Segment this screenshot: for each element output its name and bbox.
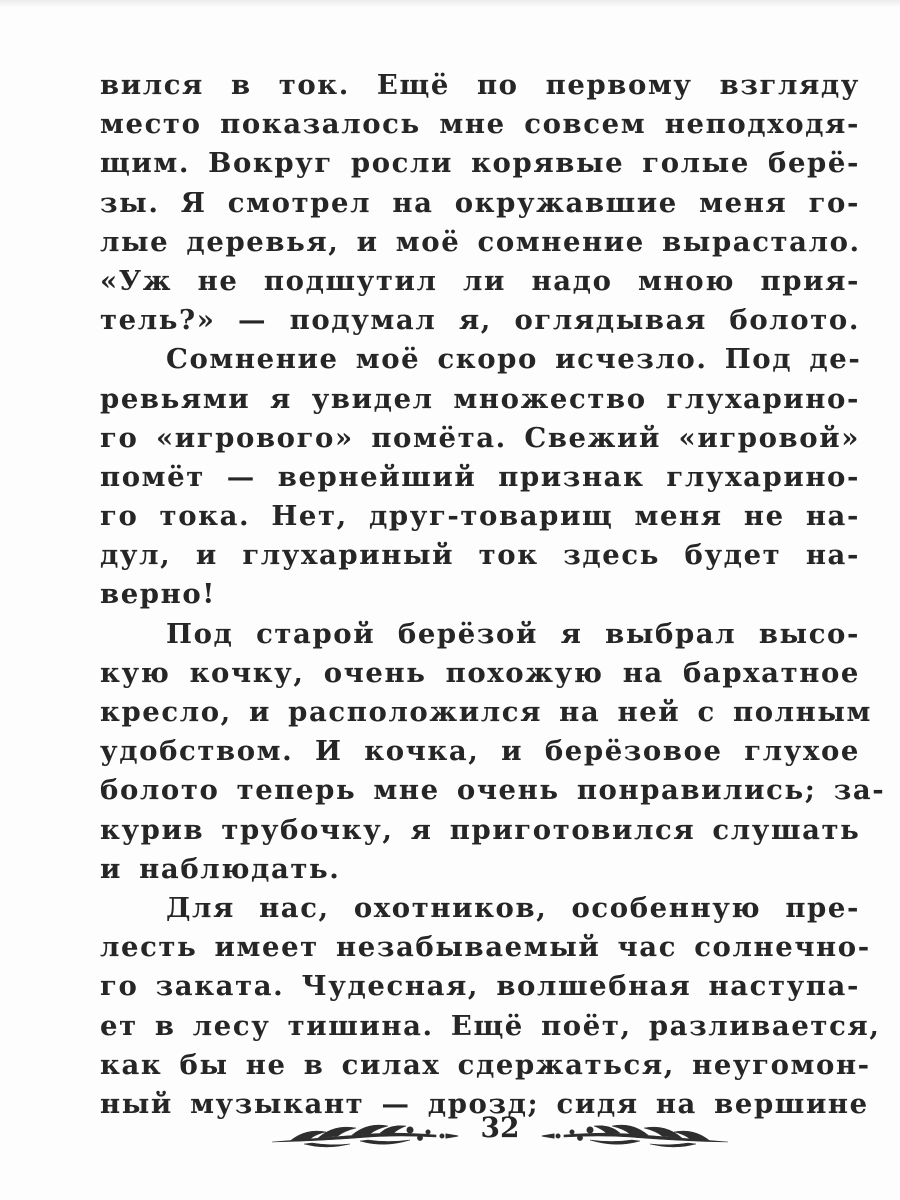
text-line: дул, и глухариный ток здесь будет на- (100, 539, 860, 572)
paragraph-2 (100, 340, 860, 614)
text-line: го «игрового» помёта. Свежий «игровой» (100, 421, 860, 454)
text-line: лые деревья, и моё сомнение вырастало. (100, 225, 861, 258)
text-line: зы. Я смотрел на окружавшие меня го- (100, 186, 860, 219)
text-line: Сомнение моё скоро исчезло. Под де- (166, 343, 862, 376)
text-line: и наблюдать. (100, 852, 341, 885)
paragraph-1 (100, 66, 860, 340)
text-line: лесть имеет незабываемый час солнечно- (100, 931, 871, 964)
text-line: помёт — вернейший признак глухарино- (100, 460, 860, 493)
paragraph-4 (100, 889, 881, 1124)
text-line: удобством. И кочка, и берёзовое глухое (100, 735, 860, 768)
body-text (100, 66, 886, 1124)
text-line: ревьями я увидел множество глухарино- (100, 382, 860, 415)
text-line: «Уж не подшутил ли надо мною прия- (100, 264, 860, 297)
text-line: щим. Вокруг росли корявые голые берё- (100, 147, 860, 180)
text-line: вился в ток. Ещё по первому взгляду (100, 69, 860, 101)
text-line: Для нас, охотников, особенную пре- (166, 891, 860, 924)
text-line: как бы не в силах сдержаться, неугомон- (100, 1048, 871, 1081)
paragraph-3 (100, 615, 886, 889)
text-line: ет в лесу тишина. Ещё поёт, разливается, (100, 1009, 881, 1042)
text-line: кресло, и расположился на ней с полным (100, 696, 873, 728)
text-line: кую кочку, очень похожую на бархатное (100, 656, 860, 689)
text-line: место показалось мне совсем неподходя- (100, 108, 860, 141)
page-top-edge (0, 0, 900, 8)
text-line: Под старой берёзой я выбрал высо- (166, 617, 860, 650)
text-line: верно! (100, 578, 216, 611)
page-footer (260, 1108, 740, 1156)
text-line: курив трубочку, я приготовился слушать (100, 813, 861, 846)
text-line: ный музыкант — дрозд; сидя на вершине (100, 1087, 869, 1120)
text-line: го заката. Чудесная, волшебная наступа- (100, 970, 860, 1003)
text-line: го тока. Нет, друг-товарищ меня не на- (100, 500, 860, 533)
text-line: болото теперь мне очень понравились; за- (100, 774, 886, 807)
text-line: тель?» — подумал я, оглядывая болото. (100, 304, 860, 337)
page-number: 32 (480, 1111, 520, 1144)
